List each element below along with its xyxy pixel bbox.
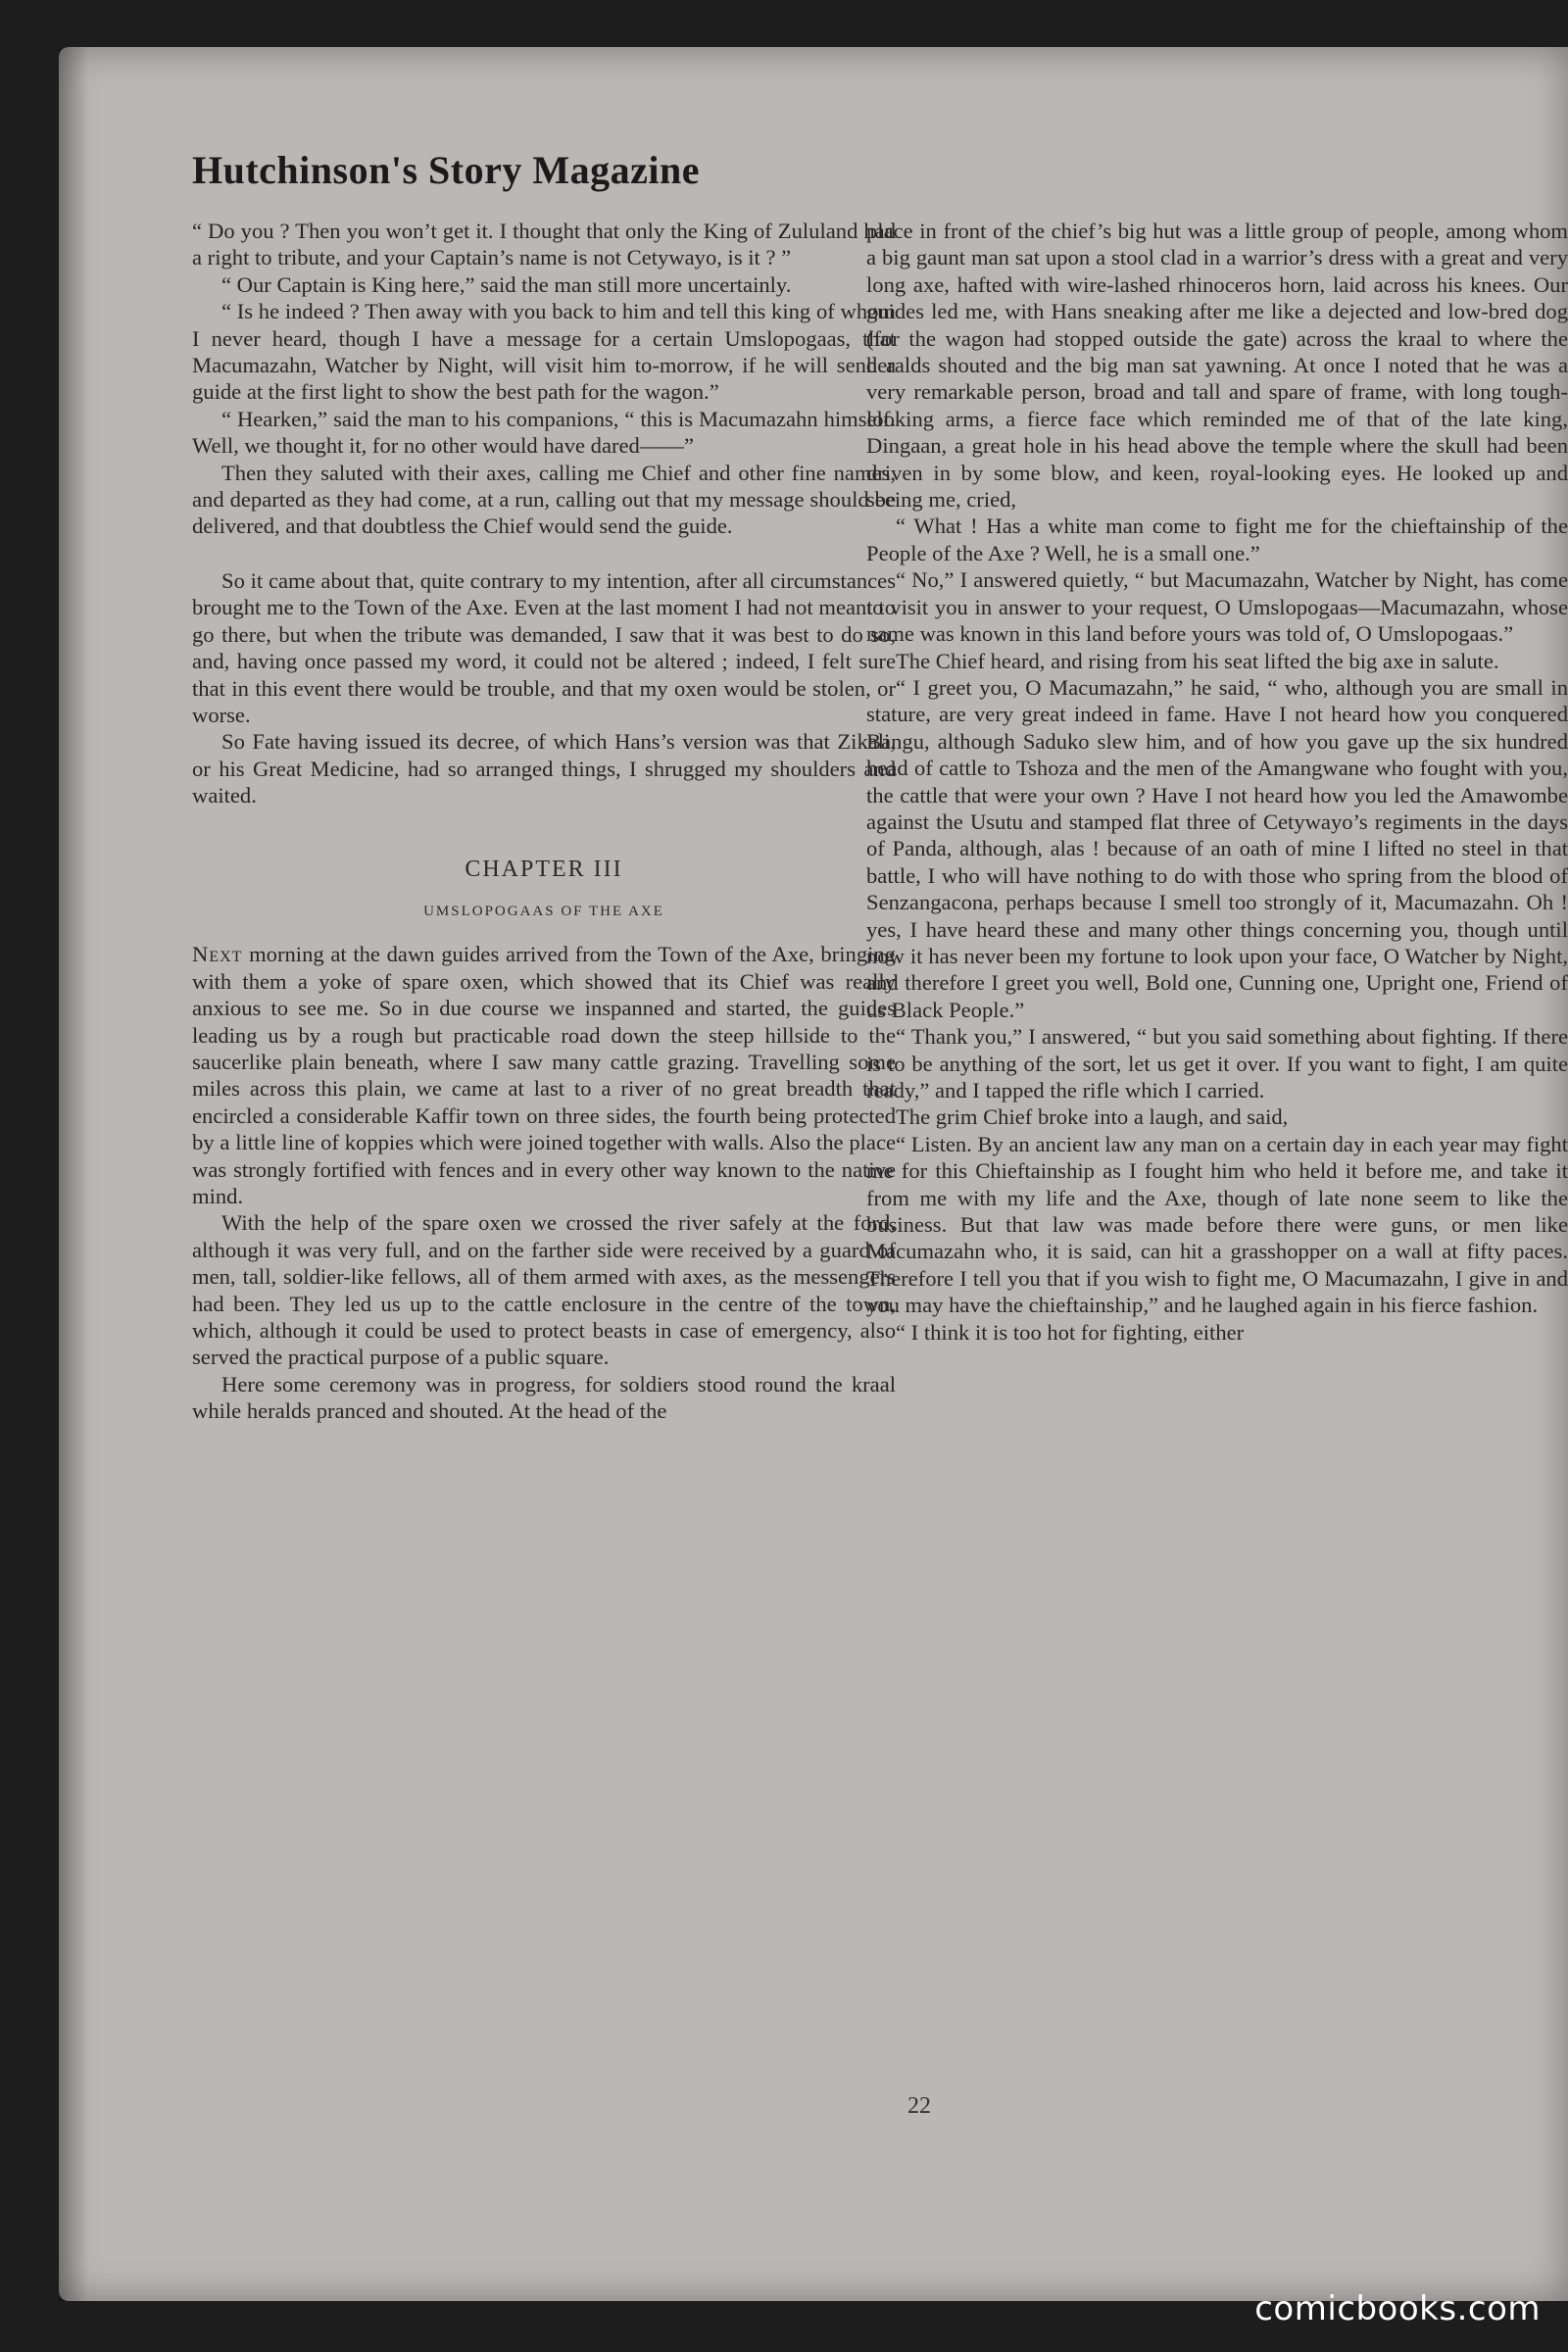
page-number: 22 xyxy=(907,2093,931,2119)
paragraph: “ Do you ? Then you won’t get it. I thought that only the King of Zululand had a right to tribute, and your Captain’s name is not Cetywayo, is it ? ” xyxy=(192,219,896,270)
running-header: Hutchinson's Story Magazine xyxy=(192,148,700,192)
paragraph: “ I greet you, O Macumazahn,” he said, “ who, although you are small in stature, are very great indeed in fame. Have I not heard how you conquered Bangu, although Saduko slew him, and of how you gave up the six hundred head of cattle to Tshoza and the men of the Amangwane who fought with you, the cattle that were your own ? Have I not heard how you led the Amawombe against the Usutu and stamped flat three of Cetywayo’s regiments in the days of Panda, although, alas ! because of an oath of mine I lifted no steel in that battle, I who will have nothing to do with those who spring from the blood of Senzangacona, perhaps because I smell too strongly of it, Macumazahn. Oh ! yes, I have heard these and many other things concerning you, though until now it has never been my fortune to look upon your face, O Watcher by Night, and therefore I greet you well, Bold one, Cunning one, Upright one, Friend of us Black People.” xyxy=(866,674,1568,1022)
paragraph: Here some ceremony was in progress, for soldiers stood round the kraal while heralds pranced and shouted. At the head of the xyxy=(192,1371,896,1424)
chapter-title: CHAPTER III xyxy=(465,856,623,882)
left-column xyxy=(192,218,896,1425)
paragraph: “ Hearken,” said the man to his companions, “ this is Macumazahn himself. Well, we thought it, for no other would have dared——” xyxy=(192,406,896,459)
paragraph: “ Listen. By an ancient law any man on a certain day in each year may fight me for this Chieftainship as I fought him who held it before me, and take it from me with my life and the Axe, though of late none seem to like the business. But that law was made before there were guns, or men like Macumazahn who, it is said, can hit a grasshopper on a wall at fifty paces. Therefore I tell you that if you wish to fight me, O Macumazahn, I give in and you may have the chieftainship,” and he laughed again in his fierce fashion. xyxy=(866,1131,1568,1318)
paragraph: The grim Chief broke into a laugh, and said, xyxy=(896,1104,1289,1130)
paragraph: “ Is he indeed ? Then away with you back to him and tell this king of whom I never heard, though I have a message for a certain Umslopogaas, that Macumazahn, Watcher by Night, will visit him to-morrow, if he will send a guide at the first light to show the best path for the wagon.” xyxy=(192,299,896,405)
paragraph: “ Our Captain is King here,” said the man still more uncertainly. xyxy=(221,271,792,297)
chapter-subtitle: UMSLOPOGAAS OF THE AXE xyxy=(423,903,664,919)
paragraph: So it came about that, quite contrary to my intention, after all circumstances brought me to the Town of the Axe. Even at the last moment I had not meant to go there, but when the tribute was demanded, I saw that it was best to do so, and, having once passed my word, it could not be altered ; indeed, I felt sure that in this event there would be trouble, and that my oxen would be stolen, or worse. xyxy=(192,567,896,727)
right-column xyxy=(866,218,1568,1346)
chapter-lead-word: Next xyxy=(192,942,243,967)
paragraph: “ Thank you,” I answered, “ but you said something about fighting. If there is to be anything of the sort, let us get it over. If you want to fight, I am quite ready,” and I tapped the rifle which I carried. xyxy=(866,1024,1568,1102)
chapter-opening-paragraph xyxy=(192,941,896,1209)
paragraph: So Fate having issued its decree, of which Hans’s version was that Zikali, or his Great Medicine, had so arranged things, I shrugged my shoulders and waited. xyxy=(192,729,896,808)
paragraph: Then they saluted with their axes, calling me Chief and other fine names, and departed as they had come, at a run, calling out that my message should be delivered, and that doubtless the Chief would send the guide. xyxy=(192,460,896,539)
paragraph: “ I think it is too hot for fighting, either xyxy=(896,1319,1245,1345)
paragraph-text: morning at the dawn guides arrived from the Town of the Axe, bringing with them a yoke of spare oxen, which showed that its Chief was really anxious to see me. So in due course we inspanned and started, the guides leading us by a rough but practicable road down the steep hillside to the saucerlike plain beneath, where I saw many cattle grazing. Travelling some miles across this plain, we came at last to a river of no great breadth that encircled a considerable Kaffir town on three sides, the fourth being protected by a little line of koppies which were joined together with walls. Also the place was strongly fortified with fences and in every other way known to the native mind. xyxy=(192,942,896,1208)
paragraph: “ What ! Has a white man come to fight me for the chieftainship of the People of the Axe ? Well, he is a small one.” xyxy=(866,514,1568,565)
paragraph: “ No,” I answered quietly, “ but Macumazahn, Watcher by Night, has come to visit you in answer to your request, O Umslopogaas—Macumazahn, whose name was known in this land before yours was told of, O Umslopogaas.” xyxy=(866,567,1568,647)
paragraph: place in front of the chief’s big hut was a little group of people, among whom a big gaunt man sat upon a stool clad in a warrior’s dress with a great and very long axe, hafted with wire-lashed rhinoceros horn, laid across his knees. Our guides led me, with Hans sneaking after me like a dejected and low-bred dog (for the wagon had stopped outside the gate) across the kraal to where the heralds shouted and the big man sat yawning. At once I noted that he was a very remarkable person, broad and tall and spare of frame, with long tough-looking arms, a fierce face which reminded me of that of the late king, Dingaan, a great hole in his head above the temple where the skull had been driven in by some blow, and keen, royal-looking eyes. He looked up and seeing me, cried, xyxy=(866,219,1568,513)
paragraph: The Chief heard, and rising from his seat lifted the big axe in salute. xyxy=(896,648,1499,673)
paragraph: With the help of the spare oxen we crossed the river safely at the ford, although it was very full, and on the farther side were received by a guard of men, tall, soldier-like fellows, all of them armed with axes, as the messengers had been. They led us up to the cattle enclosure in the centre of the town, which, although it could be used to protect beasts in case of emergency, also served the practical purpose of a public square. xyxy=(192,1210,896,1370)
watermark: comicbooks.com xyxy=(1254,2289,1541,2328)
